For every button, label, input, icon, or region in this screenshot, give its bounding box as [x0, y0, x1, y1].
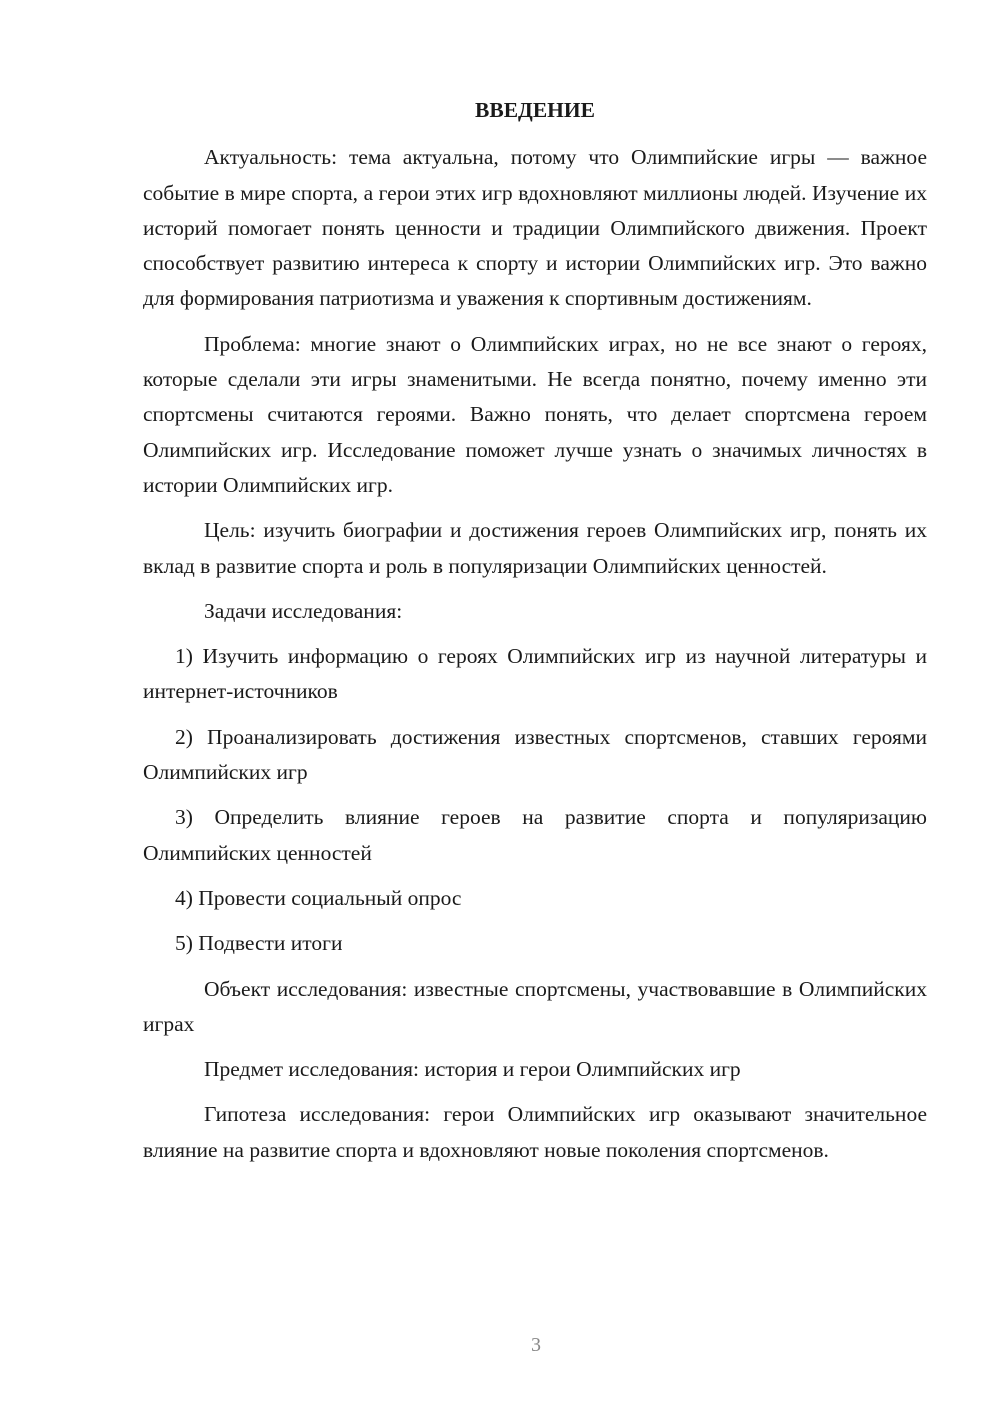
- goal-paragraph: Цель: изучить биографии и достижения героев Олимпийских игр, понять их вклад в развитие спорта и роль в популяризации Олимпийских ценностей.: [143, 518, 927, 578]
- object-paragraph: Объект исследования: известные спортсмены, участвовавшие в Олимпийских играх: [143, 976, 927, 1036]
- relevance-paragraph: Актуальность: тема актуальна, потому что Олимпийские игры — важное событие в мире спорта, а герои этих игр вдохновляют миллионы людей. Изучение их историй помогает понять ценности и традиции Олимпийского движения. Проект способствует развитию интереса к спорту и истории Олимпийских игр. Это важно для формирования патриотизма и уважения к спортивным достижениям.: [143, 145, 927, 311]
- task-item-1: 1) Изучить информацию о героях Олимпийских игр из научной литературы и интернет-источников: [143, 644, 927, 704]
- task-item-5: 5) Подвести итоги: [175, 931, 343, 956]
- task-item-4: 4) Провести социальный опрос: [175, 885, 462, 910]
- section-heading: ВВЕДЕНИЕ: [475, 98, 595, 122]
- subject-paragraph: Предмет исследования: история и герои Олимпийских игр: [204, 1057, 741, 1082]
- page-content: [143, 93, 927, 1168]
- hypothesis-paragraph: Гипотеза исследования: герои Олимпийских игр оказывают значительное влияние на развитие спорта и вдохновляют новые поколения спортсменов.: [143, 1102, 927, 1162]
- tasks-title: Задачи исследования:: [204, 598, 403, 623]
- task-item-2: 2) Проанализировать достижения известных спортсменов, ставших героями Олимпийских игр: [143, 724, 927, 785]
- problem-paragraph: Проблема: многие знают о Олимпийских играх, но не все знают о героях, которые сделали эти игры знаменитыми. Не всегда понятно, почему именно эти спортсмены считаются героями. Важно понять, что делает спортсмена героем Олимпийских игр. Исследование поможет лучше узнать о значимых личностях в истории Олимпийских игр.: [143, 331, 927, 497]
- page-number: 3: [531, 1334, 541, 1356]
- task-item-3: 3) Определить влияние героев на развитие спорта и популяризацию Олимпийских ценностей: [143, 805, 927, 865]
